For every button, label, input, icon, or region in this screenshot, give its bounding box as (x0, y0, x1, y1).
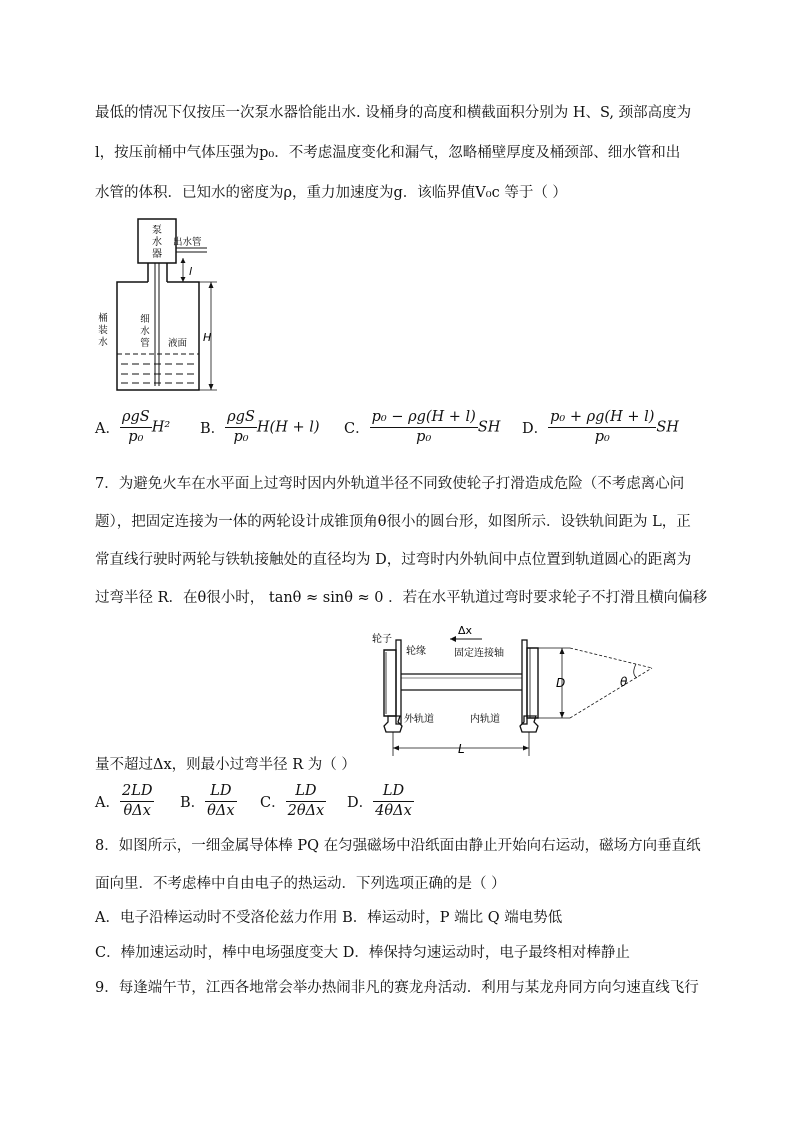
q9-text-line-1: 9．每逢端午节，江西各地常会举办热闹非凡的赛龙舟活动．利用与某龙舟同方向匀速直线飞行 (95, 980, 699, 996)
option-label: B． (200, 421, 226, 437)
fraction-denominator: θΔx (123, 803, 151, 819)
fraction-numerator: p₀ − ρg(H + l) (370, 408, 478, 428)
option-label: B． (180, 795, 206, 811)
fig1-outlet-label: 出水管 (173, 237, 202, 248)
q8-options-line-1: A．电子沿棒运动时不受洛伦兹力作用 B．棒运动时，P 端比 Q 端电势低 (95, 910, 563, 926)
fig2-dx-label: Δx (458, 624, 473, 637)
q7-text-line-2: 题），把固定连接为一体的两轮设计成锥顶角θ很小的圆台形，如图所示．设铁轨间距为 L，正 (95, 514, 691, 530)
q7-text-line-5: 量不超过Δx，则最小过弯半径 R 为（ ） (95, 757, 356, 773)
option-label: A． (95, 795, 120, 811)
option-fraction (548, 408, 656, 447)
option-fraction (373, 782, 414, 821)
option-fraction (370, 408, 478, 447)
fig2-outer-label: 外轨道 (404, 714, 434, 725)
fig2-rim-label: 轮缘 (406, 646, 426, 657)
fraction-numerator: LD (373, 782, 414, 802)
q6-text-line-2: l，按压前桶中气体压强为p₀．不考虑温度变化和漏气，忽略桶壁厚度及桶颈部、细水管和出 (95, 145, 681, 161)
fraction-numerator: LD (205, 782, 236, 802)
option-fraction (205, 782, 236, 821)
fraction-denominator: p₀ (416, 429, 432, 445)
q6-option-c (344, 408, 500, 447)
fig1-bucket-label-3: 水 (98, 337, 108, 348)
option-tail: SH (477, 419, 501, 436)
fraction-numerator: ρgS (120, 408, 152, 428)
fig1-pump-label-2: 水 (152, 237, 162, 248)
fraction-numerator: p₀ + ρg(H + l) (548, 408, 656, 428)
q7-text-line-1: 7．为避免火车在水平面上过弯时因内外轨道半径不同致使轮子打滑造成危险（不考虑离心问 (95, 476, 685, 492)
option-tail: H(H + l) (256, 419, 320, 436)
q6-option-b (200, 408, 320, 447)
fraction-denominator: 2θΔx (287, 803, 325, 819)
fraction-numerator: ρgS (225, 408, 257, 428)
option-label: C． (344, 421, 370, 437)
q7-option-c (260, 782, 326, 821)
fraction-denominator: p₀ (233, 429, 249, 445)
q7-option-d (347, 782, 414, 821)
option-fraction (225, 408, 257, 447)
fig2-theta-label: θ (620, 675, 628, 689)
fig1-tube-label-1: 细 (140, 314, 150, 325)
option-label: D． (347, 795, 374, 811)
option-label: A． (95, 421, 120, 437)
q6-text-line-3: 水管的体积．已知水的密度为ρ，重力加速度为g．该临界值V₀c 等于（ ） (95, 185, 567, 201)
fig1-pump-label-3: 器 (152, 249, 162, 260)
q6-option-d (522, 408, 679, 447)
fraction-numerator: 2LD (120, 782, 154, 802)
fig2-inner-label: 内轨道 (470, 714, 500, 725)
q7-text-line-4: 过弯半径 R．在θ很小时， tanθ ≈ sinθ ≈ 0 ．若在水平轨道过弯时要求轮子不打滑且横向偏移 (95, 590, 708, 606)
fraction-numerator: LD (286, 782, 327, 802)
fraction-denominator: p₀ (128, 429, 144, 445)
option-fraction (120, 782, 154, 821)
q7-option-a (95, 782, 154, 821)
fig1-H-label: H (203, 331, 212, 344)
fig2-axle-label: 固定连接轴 (454, 648, 504, 659)
fraction-denominator: 4θΔx (375, 803, 412, 819)
pump-bucket-figure (95, 218, 235, 398)
q8-options-line-2: C．棒加速运动时，棒中电场强度变大 D．棒保持匀速运动时，电子最终相对棒静止 (95, 945, 630, 961)
option-label: C． (260, 795, 286, 811)
fig2-L-label: L (458, 742, 465, 756)
option-fraction (120, 408, 152, 447)
fig1-surface-label: 液面 (168, 338, 188, 349)
option-tail: SH (656, 419, 679, 436)
option-tail: H² (151, 419, 171, 436)
q8-text-line-2: 面向里．不考虑棒中自由电子的热运动．下列选项正确的是（ ） (95, 876, 506, 892)
fig2-wheel-label: 轮子 (372, 634, 392, 645)
q7-text-line-3: 常直线行驶时两轮与铁轨接触处的直径均为 D，过弯时内外轨间中点位置到轨道圆心的距离为 (95, 552, 692, 568)
q6-option-a (95, 408, 170, 447)
fig1-tube-label-3: 管 (140, 338, 150, 349)
fig2-D-label: D (556, 676, 566, 690)
fig1-bucket-label-1: 桶 (98, 313, 108, 324)
q7-option-b (180, 782, 237, 821)
fig1-tube-label-2: 水 (140, 326, 150, 337)
q8-text-line-1: 8．如图所示，一细金属导体棒 PQ 在匀强磁场中沿纸面由静止开始向右运动，磁场方向垂直纸 (95, 838, 701, 854)
fig1-bucket-label-2: 装 (98, 325, 108, 336)
fig1-l-label: l (189, 265, 193, 278)
q6-text-line-1: 最低的情况下仅按压一次泵水器恰能出水. 设桶身的高度和横截面积分别为 H、S, 颈部高度为 (95, 105, 692, 121)
option-label: D． (522, 421, 549, 437)
fraction-denominator: θΔx (207, 803, 235, 819)
fig1-pump-label-1: 泵 (152, 225, 162, 236)
option-fraction (286, 782, 327, 821)
wheel-axle-figure (370, 622, 660, 760)
fraction-denominator: p₀ (594, 429, 610, 445)
